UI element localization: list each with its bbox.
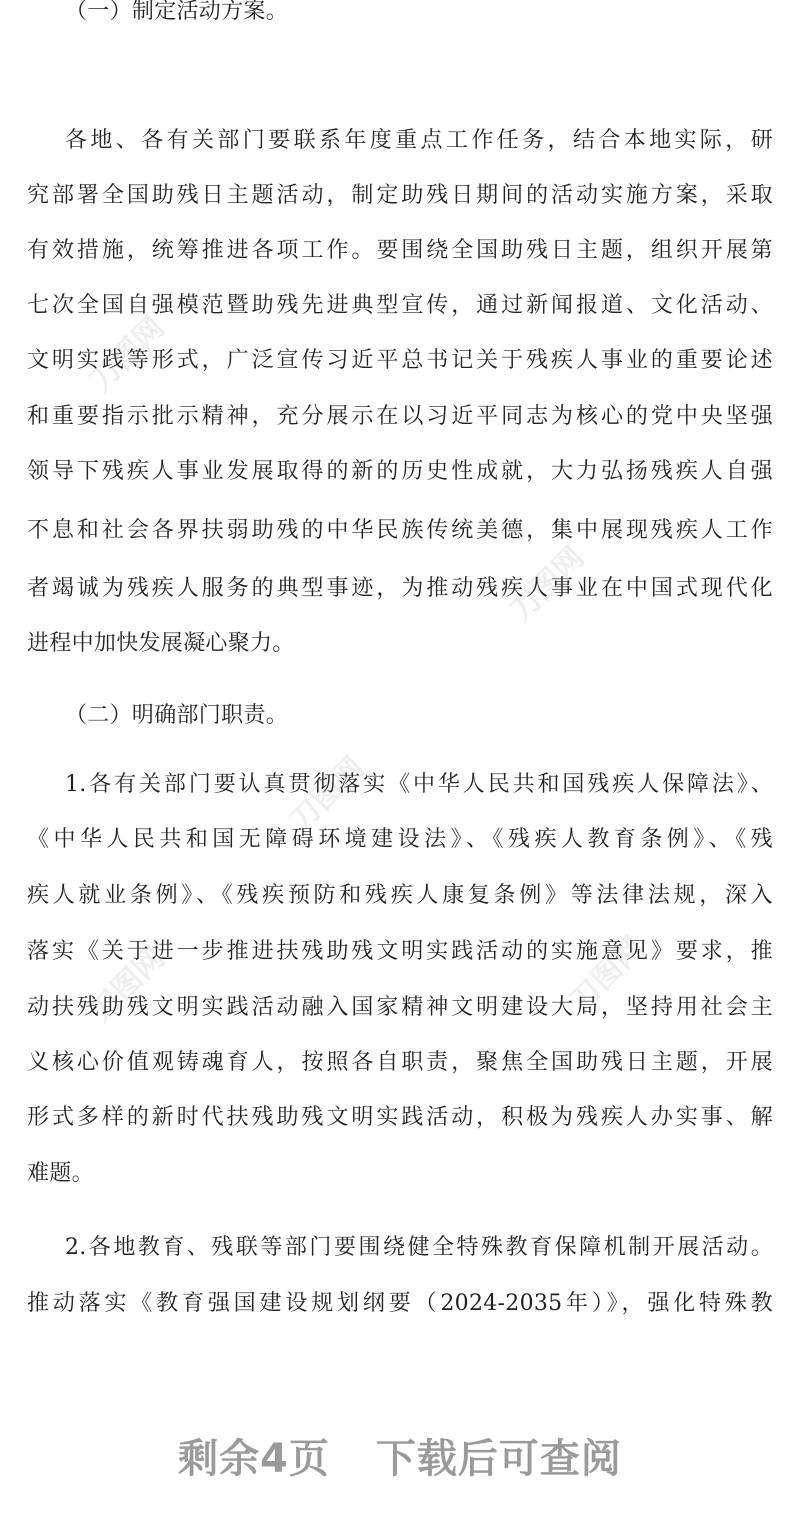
download-to-view-label[interactable]: 下载后可查阅 [375, 1435, 622, 1482]
paragraph-line: 各地、各有关部门要联系年度重点工作任务，结合本地实际，研 [65, 128, 773, 153]
watermark: 刀图网 [283, 750, 372, 839]
paragraph-line: 领导下残疾人事业发展取得的新的历史性成就，大力弘扬残疾人自强 [27, 459, 773, 484]
paragraph-line: 疾人就业条例》、《残疾预防和残疾人康复条例》等法律法规，深入 [27, 883, 773, 908]
paragraph-line: 文明实践等形式，广泛宣传习近平总书记关于残疾人事业的重要论述 [27, 348, 773, 373]
paragraph-line: 和重要指示批示精神，充分展示在以习近平同志为核心的党中央坚强 [27, 404, 773, 429]
remaining-pages-label[interactable]: 剩余4页 [178, 1435, 330, 1482]
paragraph-line: 2.各地教育、残联等部门要围绕健全特殊教育保障机制开展活动。 [65, 1235, 773, 1260]
watermark: 刀图网 [503, 540, 592, 629]
paragraph-line: 究部署全国助残日主题活动，制定助残日期间的活动实施方案，采取 [27, 183, 773, 208]
watermark: 刀图网 [83, 310, 172, 399]
paragraph-line: 动扶残助残文明实践活动融入国家精神文明建设大局，坚持用社会主 [27, 995, 773, 1020]
paragraph-line: 推动落实《教育强国建设规划纲要（2024-2035年）》，强化特殊教 [27, 1291, 773, 1316]
paragraph-line: 进程中加快发展凝心聚力。 [27, 631, 295, 656]
section-heading-1: （一）制定活动方案。 [65, 0, 289, 24]
paragraph-line: 难题。 [27, 1161, 94, 1186]
paragraph-line: 不息和社会各界扶弱助残的中华民族传统美德，集中展现残疾人工作 [27, 518, 773, 543]
paragraph-line: 有效措施，统筹推进各项工作。要围绕全国助残日主题，组织开展第 [27, 238, 773, 263]
paragraph-line: 落实《关于进一步推进扶残助残文明实践活动的实施意见》要求，推 [27, 939, 773, 964]
paragraph-line: 形式多样的新时代扶残助残文明实践活动，积极为残疾人办实事、解 [27, 1105, 773, 1130]
section-heading-2: （二）明确部门职责。 [65, 703, 289, 728]
paragraph-line: 七次全国自强模范暨助残先进典型宣传，通过新闻报道、文化活动、 [27, 293, 773, 318]
watermark: 刀图网 [563, 930, 652, 1019]
paragraph-line: 《中华人民共和国无障碍环境建设法》、《残疾人教育条例》、《残 [27, 827, 773, 852]
paragraph-line: 者竭诚为残疾人服务的典型事迹，为推动残疾人事业在中国式现代化 [27, 576, 773, 601]
watermark: 刀图网 [83, 940, 172, 1029]
paragraph-line: 义核心价值观铸魂育人，按照各自职责，聚焦全国助残日主题，开展 [27, 1050, 773, 1075]
download-prompt-bar[interactable] [0, 1425, 800, 1485]
paragraph-line: 1.各有关部门要认真贯彻落实《中华人民共和国残疾人保障法》、 [65, 772, 773, 797]
